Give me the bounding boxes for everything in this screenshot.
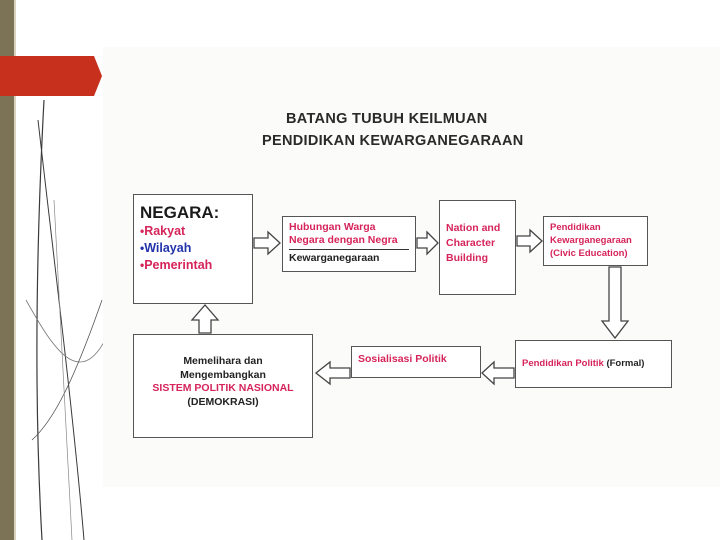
arrow-right-icon [417,232,438,254]
arrow-left-icon [316,362,350,384]
bullet-icon: • [140,224,145,238]
hubungan-sub: Kewarganegaraan [289,252,380,264]
bullet-icon: • [140,258,145,272]
nation-line-1: Nation and [446,222,501,234]
arrow-left-icon [482,362,514,384]
memelihara-line-4: (DEMOKRASI) [187,395,259,408]
negara-item-wilayah: •Wilayah [140,241,192,255]
negara-item-rakyat: •Rakyat [140,224,186,238]
title-line-2: PENDIDIKAN KEWARGANEGARAAN [262,133,524,149]
nation-line-2: Character [446,237,496,249]
negara-item-pemerintah: •Pemerintah [140,258,213,272]
hubungan-line-1: Hubungan Warga [289,221,376,233]
negara-heading: NEGARA: [140,203,220,222]
pkn-line-3: (Civic Education) [550,248,628,259]
memelihara-line-3: SISTEM POLITIK NASIONAL [152,382,294,394]
pkn-line-2: Kewarganegaraan [550,235,632,246]
sosialisasi-label: Sosialisasi Politik [358,353,447,365]
arrow-up-icon [192,305,218,333]
hubungan-line-2: Negara dengan Negra [289,233,398,246]
memelihara-line-1: Memelihara dan [183,355,263,367]
arrow-right-icon [254,232,280,254]
pendidikan-politik-qualifier: (Formal) [606,358,645,369]
title-line-1: BATANG TUBUH KEILMUAN [286,111,488,127]
memelihara-line-2: Mengembangkan [180,368,266,381]
arrow-right-icon [517,230,542,252]
pkn-line-1: Pendidikan [550,222,601,233]
bullet-icon: • [140,241,145,255]
nation-line-3: Building [446,252,488,264]
pendidikan-politik-label: Pendidikan Politik [522,358,604,369]
arrow-down-icon [602,267,628,338]
